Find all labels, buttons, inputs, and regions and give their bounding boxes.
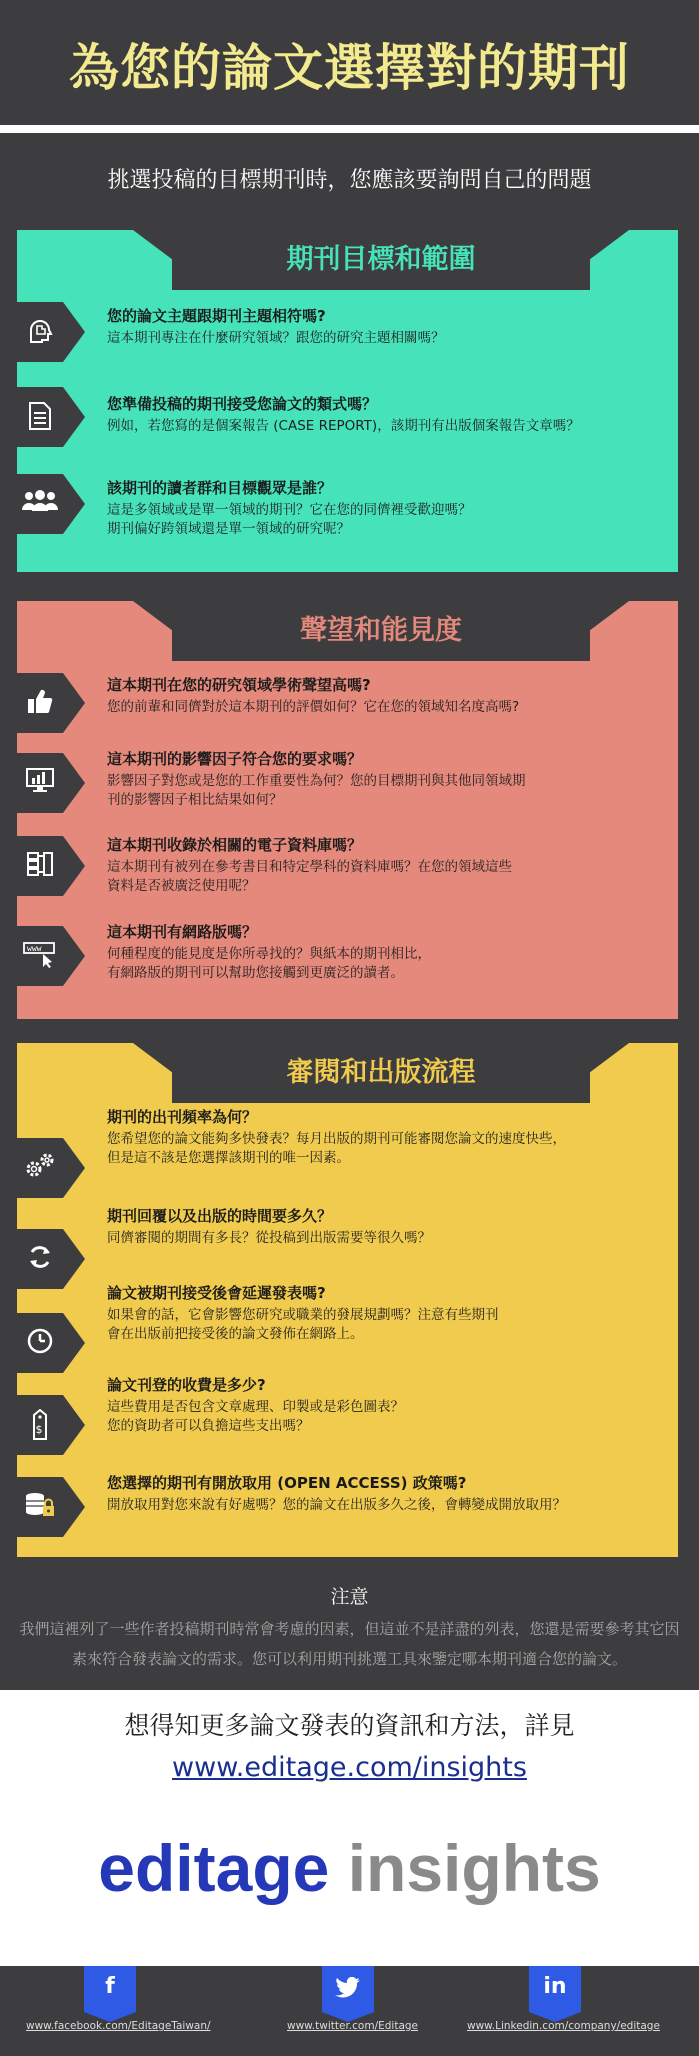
item-answer: 這本期刊有被列在參考書目和特定學科的資料庫嗎？在您的領域這些 資料是否被廣泛使用呢？: [107, 859, 512, 894]
item-answer: 您希望您的論文能夠多快發表？每月出版的期刊可能審閱您論文的速度快些， 但是這不該是您選擇該期刊的唯一因素。: [107, 1131, 566, 1166]
list-item: [107, 306, 667, 348]
puzzle-head-icon: [17, 302, 85, 362]
clock-icon: [17, 1313, 85, 1373]
item-question: 您選擇的期刊有開放取用 (OPEN ACCESS) 政策嗎?: [107, 1474, 467, 1492]
linkedin-link[interactable]: [510, 1966, 600, 2012]
item-answer: 這是多領域或是單一領域的期刊？它在您的同儕裡受歡迎嗎？ 期刊偏好跨領域還是單一領域的研究呢？: [107, 502, 472, 537]
item-question: 論文刊登的收費是多少?: [107, 1376, 266, 1394]
item-question: 期刊的出刊頻率為何？: [107, 1108, 258, 1126]
editage-insights-logo: editage insights: [98, 1831, 601, 1905]
footer: [0, 1966, 699, 2056]
divider: [0, 125, 699, 133]
item-answer: 您的前輩和同儕對於這本期刊的評價如何？它在您的領域知名度高嗎?: [107, 699, 520, 715]
item-answer: 這本期刊專注在什麼研究領域？跟您的研究主題相關嗎？: [107, 330, 445, 346]
item-question: 這本期刊有網路版嗎？: [107, 923, 258, 941]
price-tag-icon: [17, 1395, 85, 1455]
audience-icon: [17, 474, 85, 534]
list-item: [107, 478, 667, 539]
item-question: 您的論文主題跟期刊主題相符嗎?: [107, 307, 326, 325]
facebook-icon: f: [84, 1966, 136, 2012]
twitter-icon: [322, 1966, 374, 2012]
page-title: 為您的論文選擇對的期刊: [69, 39, 630, 97]
item-answer: 何種程度的能見度是你所尋找的？與紙本的期刊相比， 有網路版的期刊可以幫助您接觸到更廣泛的讀者。: [107, 946, 431, 981]
note-title: 注意: [330, 1586, 369, 1608]
lock-coins-icon: [17, 1477, 85, 1537]
item-question: 您準備投稿的期刊接受您論文的類式嗎？: [107, 395, 378, 413]
list-item: [107, 394, 667, 436]
item-question: 該期刊的讀者群和目標觀眾是誰？: [107, 479, 333, 497]
gears-icon: [17, 1138, 85, 1198]
list-item: [107, 835, 667, 896]
item-answer: 影響因子對您或是您的工作重要性為何？您的目標期刊與其他同領域期 刊的影響因子相比結果如何？: [107, 773, 526, 808]
database-icon: [17, 836, 85, 896]
section-reputation-visibility: [17, 601, 678, 1019]
svg-text:$: $: [35, 1423, 43, 1436]
linkedin-icon: in: [529, 1966, 581, 2012]
list-item: [107, 1375, 667, 1436]
list-item: [107, 1206, 667, 1248]
item-answer: 開放取用對您來說有好處嗎？您的論文在出版多久之後，會轉變成開放取用？: [107, 1497, 566, 1513]
chart-monitor-icon: [17, 753, 85, 813]
section-aims-scope: [17, 230, 678, 572]
item-question: 這本期刊收錄於相關的電子資料庫嗎？: [107, 836, 363, 854]
item-question: 論文被期刊接受後會延遲發表嗎?: [107, 1284, 326, 1302]
item-answer: 如果會的話，它會影響您研究或職業的發展規劃嗎？注意有些期刊 會在出版前把接受後的論文發佈在網路上。: [107, 1307, 499, 1342]
document-icon: [17, 387, 85, 447]
insights-link[interactable]: www.editage.com/insights: [172, 1752, 527, 1783]
section-title: 期刊目標和範圍: [172, 230, 590, 290]
note-body: 我們這裡列了一些作者投稿期刊時常會考慮的因素，但這並不是詳盡的列表，您還是需要參考其它因素來符合發表論文的需求。您可以利用期刊挑選工具來鑒定哪本期刊適合您的論文。: [19, 1620, 680, 1668]
section-review-process: [17, 1043, 678, 1557]
refresh-icon: [17, 1229, 85, 1289]
item-question: 這本期刊在您的研究領域學術聲望高嗎?: [107, 676, 371, 694]
facebook-url[interactable]: www.facebook.com/EditageTaiwan/: [26, 2020, 211, 2032]
header: [0, 0, 699, 122]
linkedin-url[interactable]: www.Linkedin.com/company/editage: [467, 2020, 660, 2032]
item-answer: 同儕審閱的期間有多長？從投稿到出版需要等很久嗎？: [107, 1230, 431, 1246]
item-question: 這本期刊的影響因子符合您的要求嗎？: [107, 750, 363, 768]
section-title: 聲望和能見度: [172, 601, 590, 661]
list-item: [107, 1283, 667, 1344]
list-item: [107, 1107, 667, 1168]
section-title: 審閱和出版流程: [172, 1043, 590, 1103]
list-item: [107, 749, 667, 810]
list-item: [107, 1473, 667, 1515]
item-question: 期刊回覆以及出版的時間要多久？: [107, 1207, 333, 1225]
list-item: [107, 922, 667, 983]
web-cursor-icon: [17, 926, 85, 986]
twitter-url[interactable]: www.twitter.com/Editage: [287, 2020, 418, 2032]
thumbs-up-icon: [17, 673, 85, 733]
twitter-link[interactable]: [303, 1966, 393, 2012]
list-item: [107, 675, 667, 717]
item-answer: 例如，若您寫的是個案報告 (CASE REPORT)，該期刊有出版個案報告文章嗎？: [107, 418, 580, 434]
facebook-link[interactable]: [65, 1966, 155, 2012]
svg-text:www: www: [27, 944, 42, 953]
item-answer: 這些費用是否包含文章處理、印製或是彩色圖表？ 您的資助者可以負擔這些支出嗎？: [107, 1399, 404, 1434]
page-subtitle: 挑選投稿的目標期刊時，您應該要詢問自己的問題: [107, 168, 592, 193]
promo-text: 想得知更多論文發表的資訊和方法，詳見: [124, 1711, 575, 1740]
